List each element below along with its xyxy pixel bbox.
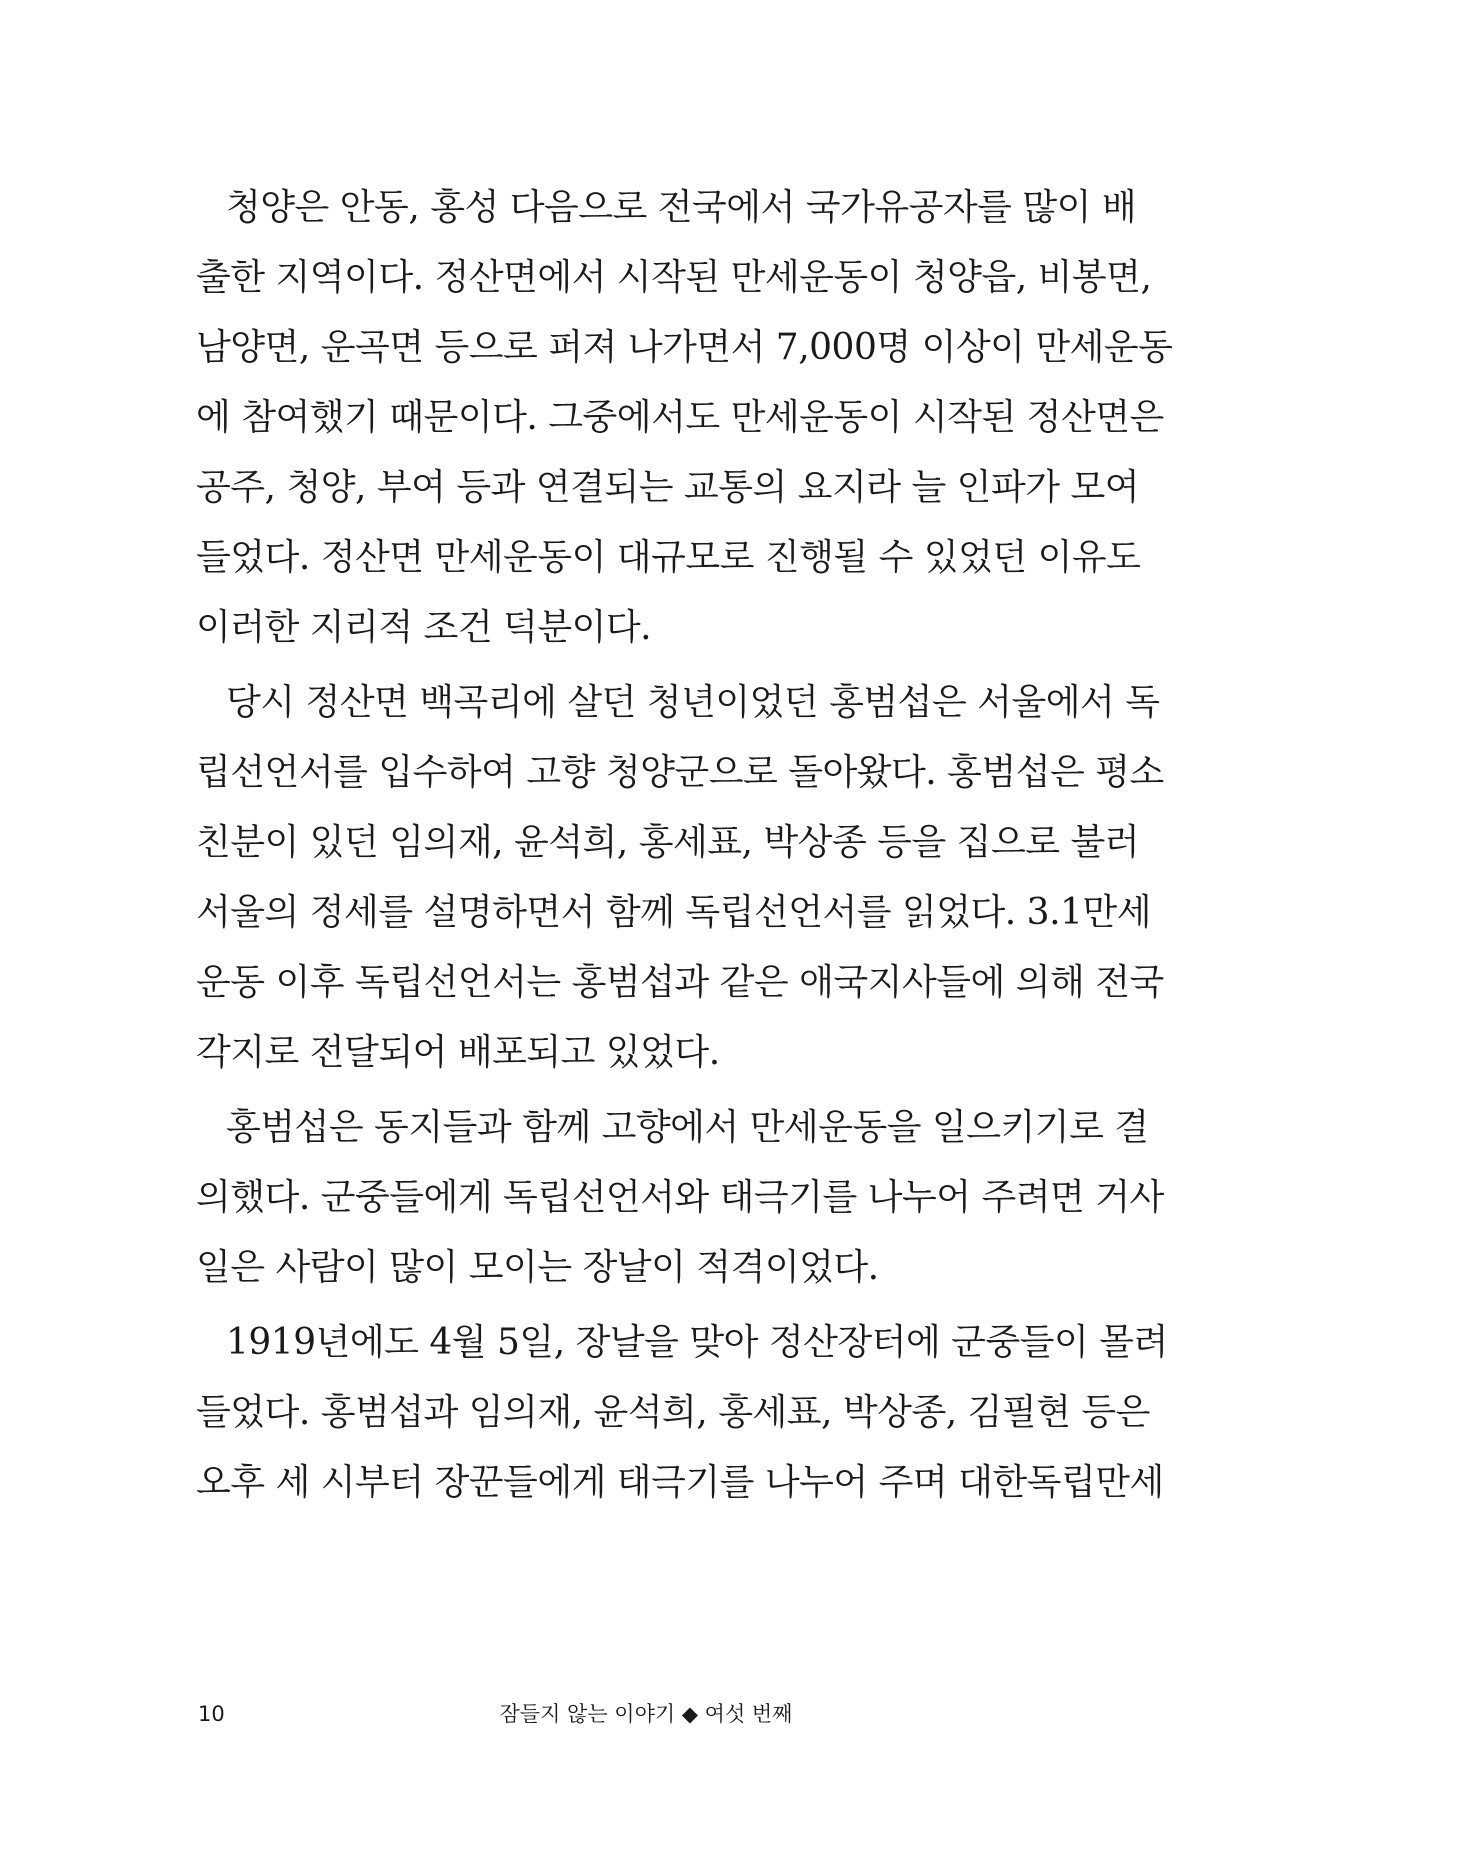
text-line: 들었다. 정산면 만세운동이 대규모로 진행될 수 있었던 이유도	[196, 537, 1141, 578]
text-line: 서울의 정세를 설명하면서 함께 독립선언서를 읽었다. 3.1만세	[196, 892, 1151, 933]
text-line: 당시 정산면 백곡리에 살던 청년이었던 홍범섭은 서울에서 독	[226, 682, 1160, 723]
text-line: 이러한 지리적 조건 덕분이다.	[196, 607, 652, 648]
text-line: 친분이 있던 임의재, 윤석희, 홍세표, 박상종 등을 집으로 불러	[196, 822, 1140, 863]
text-line: 1919년에도 4월 5일, 장날을 맞아 정산장터에 군중들이 몰려	[226, 1322, 1168, 1363]
text-line: 들었다. 홍범섭과 임의재, 윤석희, 홍세표, 박상종, 김필현 등은	[196, 1392, 1150, 1433]
text-line: 남양면, 운곡면 등으로 퍼져 나가면서 7,000명 이상이 만세운동	[196, 327, 1173, 368]
text-line: 각지로 전달되어 배포되고 있었다.	[196, 1032, 720, 1073]
text-line: 의했다. 군중들에게 독립선언서와 태극기를 나누어 주려면 거사	[196, 1177, 1164, 1218]
text-line: 에 참여했기 때문이다. 그중에서도 만세운동이 시작된 정산면은	[196, 397, 1164, 438]
text-line: 홍범섭은 동지들과 함께 고향에서 만세운동을 일으키기로 결	[226, 1107, 1149, 1148]
text-line: 공주, 청양, 부여 등과 연결되는 교통의 요지라 늘 인파가 모여	[196, 467, 1140, 508]
text-line: 운동 이후 독립선언서는 홍범섭과 같은 애국지사들에 의해 전국	[196, 962, 1164, 1003]
text-line: 오후 세 시부터 장꾼들에게 태극기를 나누어 주며 대한독립만세	[196, 1462, 1164, 1503]
text-line: 일은 사람이 많이 모이는 장날이 적격이었다.	[196, 1247, 879, 1288]
text-line: 출한 지역이다. 정산면에서 시작된 만세운동이 청양읍, 비봉면,	[196, 257, 1152, 298]
page-number: 10	[198, 1702, 225, 1726]
text-line: 청양은 안동, 홍성 다음으로 전국에서 국가유공자를 많이 배	[226, 187, 1137, 228]
page-footer	[0, 1694, 1457, 1734]
running-title: 잠들지 않는 이야기 ◆ 여섯 번째	[499, 1702, 793, 1726]
text-line: 립선언서를 입수하여 고향 청양군으로 돌아왔다. 홍범섭은 평소	[196, 752, 1164, 793]
